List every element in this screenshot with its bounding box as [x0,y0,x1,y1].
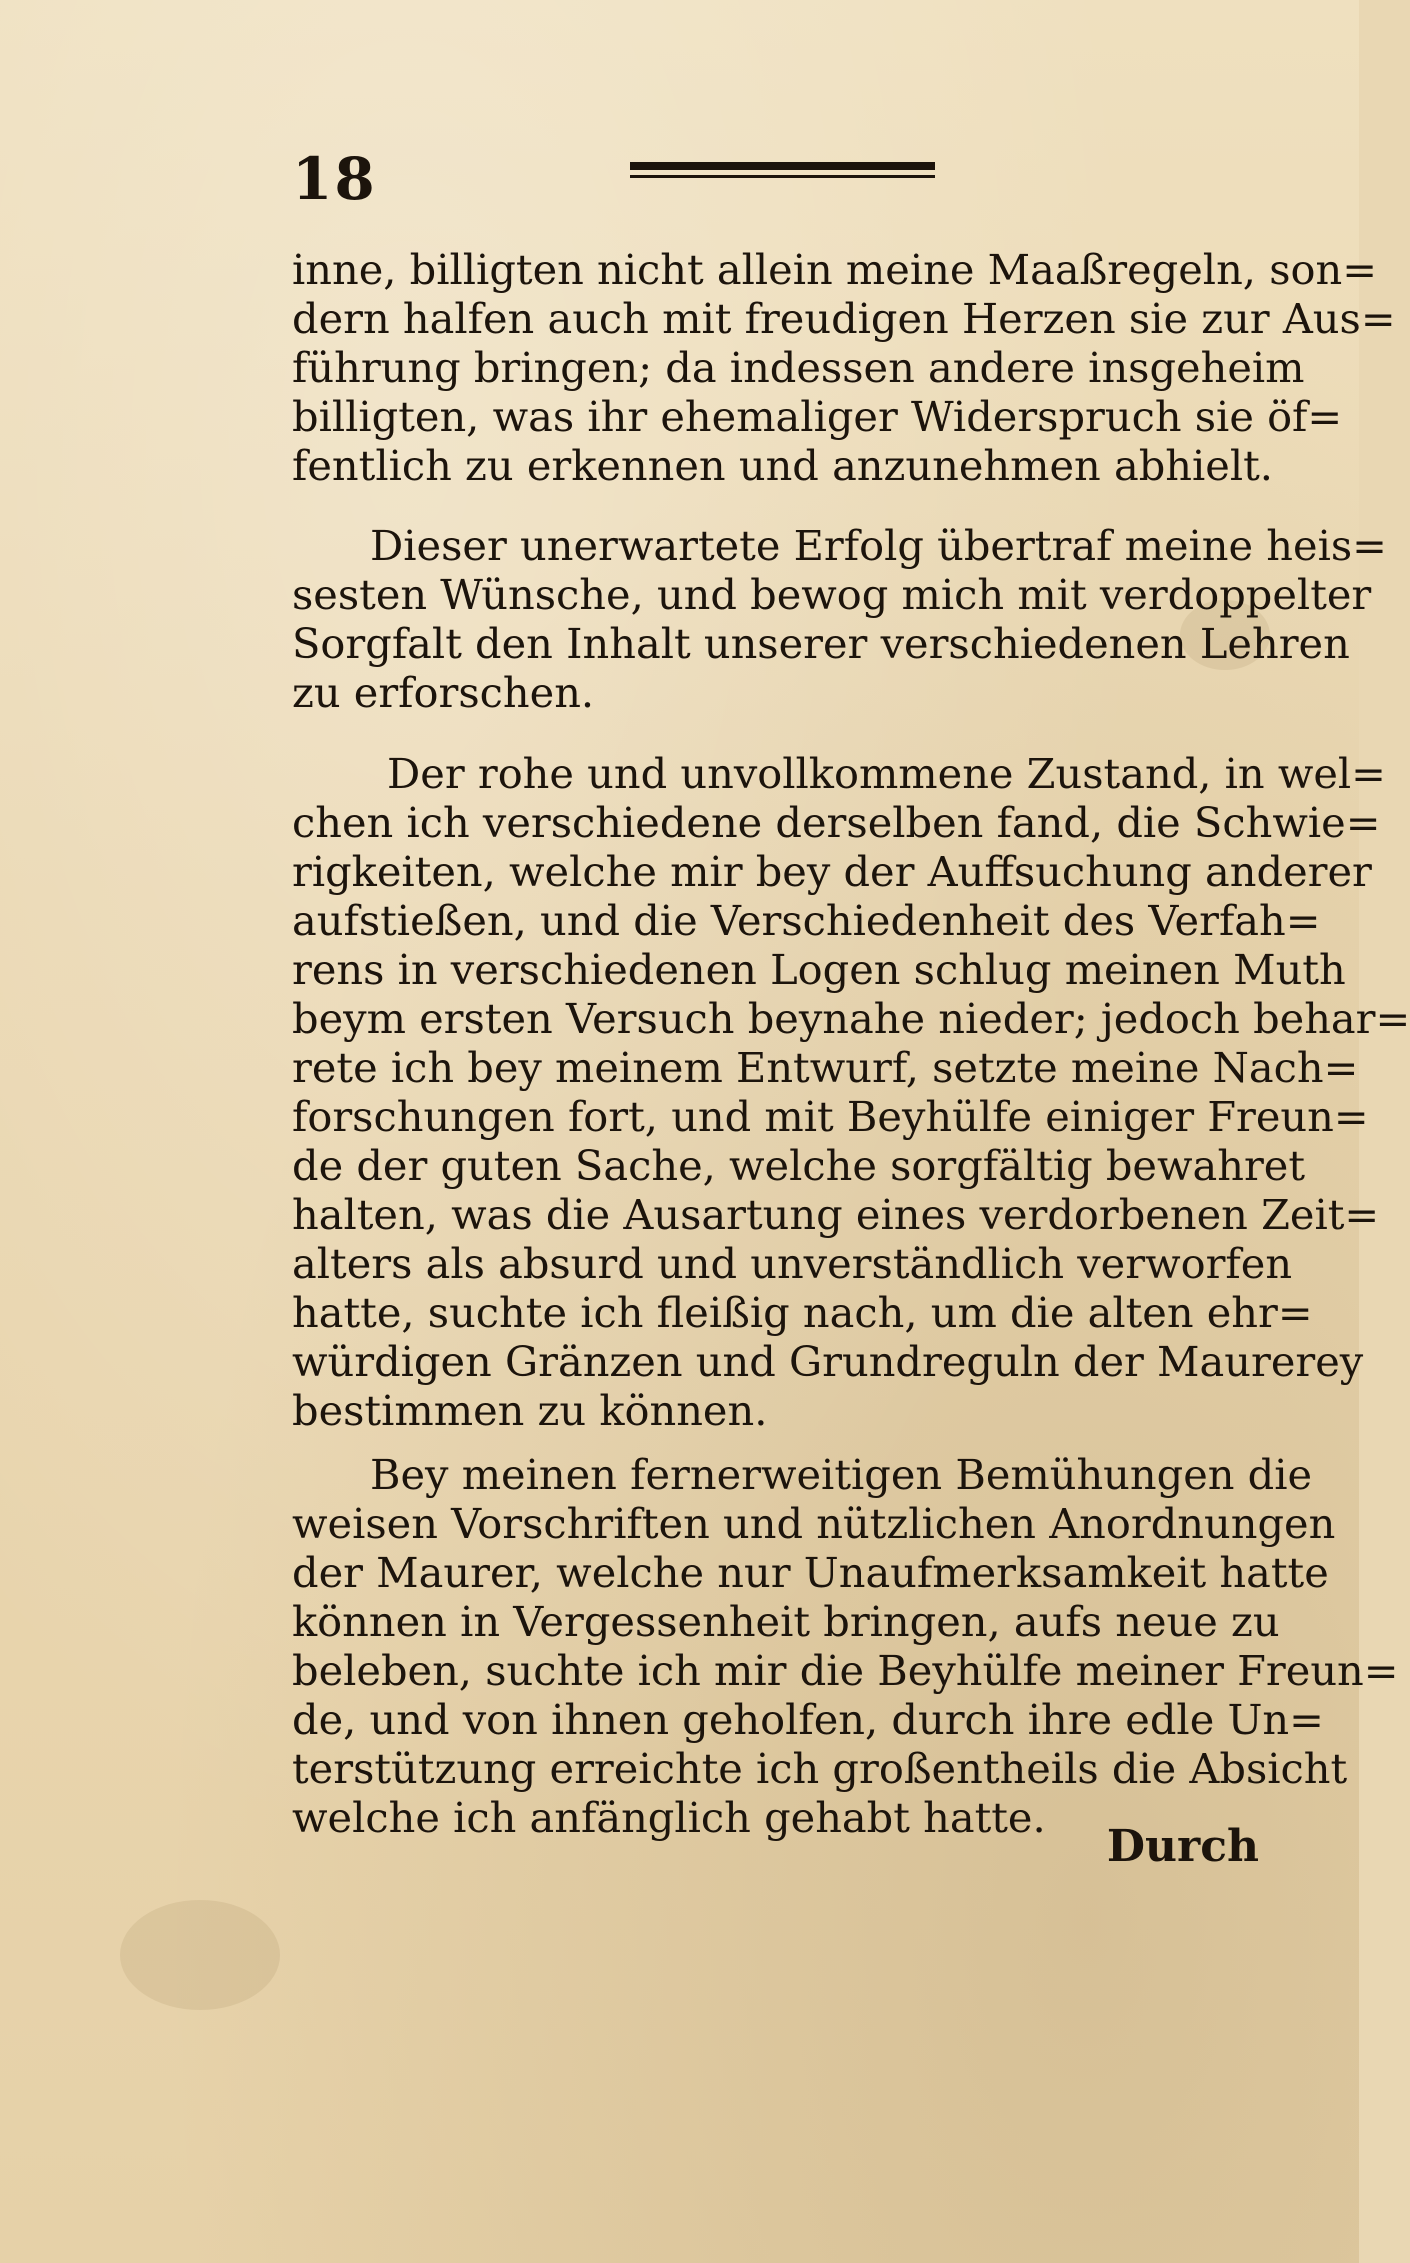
text-line: können in Vergessenheit bringen, aufs neue zu [292,1597,1280,1646]
text-line: rigkeiten, welche mir bey der Auffsuchung anderer [292,847,1372,896]
text-line: Der rohe und unvollkommene Zustand, in wel= [387,749,1386,798]
text-line: sesten Wünsche, und bewog mich mit verdoppelter [292,570,1372,619]
paragraph-4 [292,1450,1399,1842]
text-line: aufstießen, und die Verschiedenheit des Verfah= [292,896,1321,945]
text-line: welche ich anfänglich gehabt hatte. [292,1793,1046,1842]
paragraph-2 [292,521,1387,717]
text-line: der Maurer, welche nur Unaufmerksamkeit hatte [292,1548,1329,1597]
text-line: bestimmen zu können. [292,1386,768,1435]
catchword: Durch [1106,1821,1259,1872]
text-line: Dieser unerwartete Erfolg übertraf meine heis= [370,521,1387,570]
text-line: führung bringen; da indessen andere insgeheim [292,343,1305,392]
text-line: alters als absurd und unverständlich verworfen [292,1239,1293,1288]
text-line: Bey meinen fernerweitigen Bemühungen die [370,1450,1313,1499]
text-line: chen ich verschiedene derselben fand, die Schwie= [292,798,1381,847]
text-line: terstützung erreichte ich großentheils die Absicht [292,1744,1348,1793]
text-line: zu erforschen. [292,668,595,717]
page-number: 18 [292,145,377,213]
paragraph-3 [292,749,1410,1435]
text-line: halten, was die Ausartung eines verdorbenen Zeit= [292,1190,1380,1239]
text-line: rete ich bey meinem Entwurf, setzte meine Nach= [292,1043,1359,1092]
text-line: Sorgfalt den Inhalt unserer verschiedenen Lehren [292,619,1350,668]
paper-stain [120,1900,280,2010]
text-line: fentlich zu erkennen und anzunehmen abhielt. [292,441,1273,490]
text-line: inne, billigten nicht allein meine Maaßregeln, son= [292,245,1377,294]
text-line: beleben, suchte ich mir die Beyhülfe meiner Freun= [292,1646,1399,1695]
paragraph-1 [292,245,1396,490]
text-line: de, und von ihnen geholfen, durch ihre edle Un= [292,1695,1324,1744]
header-rule-thick [630,162,935,170]
text-line: beym ersten Versuch beynahe nieder; jedoch behar= [292,994,1410,1043]
text-line: hatte, suchte ich fleißig nach, um die alten ehr= [292,1288,1313,1337]
header-rule-thin [630,175,935,178]
text-line: würdigen Gränzen und Grundreguln der Maurerey [292,1337,1364,1386]
header-rule [630,162,935,180]
text-line: de der guten Sache, welche sorgfältig bewahret [292,1141,1306,1190]
text-line: dern halfen auch mit freudigen Herzen sie zur Aus= [292,294,1396,343]
text-line: weisen Vorschriften und nützlichen Anordnungen [292,1499,1336,1548]
text-line: forschungen fort, und mit Beyhülfe einiger Freun= [292,1092,1369,1141]
text-line: billigten, was ihr ehemaliger Widerspruch sie öf= [292,392,1343,441]
text-line: rens in verschiedenen Logen schlug meinen Muth [292,945,1346,994]
